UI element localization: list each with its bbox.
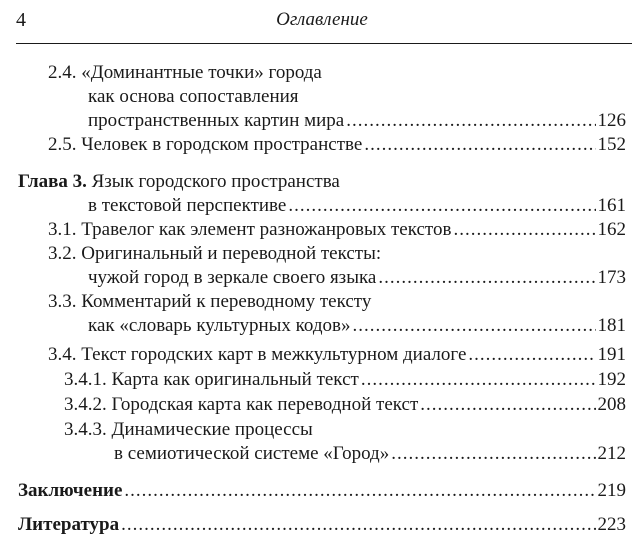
leader-dots xyxy=(391,442,595,466)
toc-entry-3-4-1[interactable]: 3.4.1. Карта как оригинальный текст ..... 192 xyxy=(64,368,626,392)
toc-entry-3-4-2[interactable]: 3.4.2. Городская карта как переводной текст ..... 208 xyxy=(64,393,626,417)
toc-entry-3-3-line-1: 3.3. Комментарий к переводному тексту xyxy=(48,291,372,312)
running-title: Оглавление xyxy=(276,9,368,30)
toc-page-number: 152 xyxy=(597,134,626,155)
header-rule xyxy=(16,43,632,44)
toc-entry-3-3-line-2[interactable]: как «словарь культурных кодов» ..... 181 xyxy=(88,314,626,338)
page-number: 4 xyxy=(16,9,26,31)
toc-page-number: 208 xyxy=(597,394,626,415)
bibliography-label: Литература xyxy=(18,514,120,535)
toc-page-number: 181 xyxy=(597,315,626,336)
toc-chapter-3-line-2[interactable]: в текстовой перспективе ..... 161 xyxy=(88,194,626,218)
leader-dots xyxy=(352,314,595,338)
leader-dots xyxy=(420,393,595,417)
leader-dots xyxy=(453,218,595,242)
leader-dots xyxy=(364,133,595,157)
toc-entry-2-4-line-3[interactable]: пространственных картин мира ..... 126 xyxy=(88,109,626,133)
leader-dots xyxy=(121,513,595,537)
leader-dots xyxy=(124,479,595,503)
leader-dots xyxy=(346,109,595,133)
toc-page-number: 223 xyxy=(597,514,626,535)
chapter-label: Глава 3. xyxy=(18,171,87,192)
toc-page-number: 161 xyxy=(597,195,626,216)
leader-dots xyxy=(288,194,595,218)
toc-entry-3-1[interactable]: 3.1. Травелог как элемент разножанровых текстов ..... 162 xyxy=(48,218,626,242)
toc-page-number: 162 xyxy=(597,219,626,240)
toc-page-number: 192 xyxy=(597,369,626,390)
leader-dots xyxy=(468,343,595,367)
toc-entry-2-5[interactable]: 2.5. Человек в городском пространстве ..... 152 xyxy=(48,133,626,157)
conclusion-label: Заключение xyxy=(18,480,123,501)
toc-conclusion[interactable] xyxy=(18,479,626,503)
toc-page-number: 191 xyxy=(597,344,626,365)
toc-page-number: 219 xyxy=(597,480,626,501)
toc-entry-3-4-3-line-2[interactable]: в семиотической системе «Город» ..... 212 xyxy=(114,442,626,466)
leader-dots xyxy=(361,368,596,392)
toc-entry-3-2-line-1: 3.2. Оригинальный и переводной тексты: xyxy=(48,243,382,264)
toc-bibliography[interactable] xyxy=(18,513,626,537)
toc-entry-2-4-line-1: 2.4. «Доминантные точки» города xyxy=(48,62,322,83)
page-header xyxy=(0,0,644,46)
toc-chapter-3-line-1: Глава 3. Язык городского пространства xyxy=(18,171,340,192)
toc-page-number: 173 xyxy=(597,267,626,288)
toc-entry-3-2-line-2[interactable]: чужой город в зеркале своего языка ..... 173 xyxy=(88,266,626,290)
toc-entry-3-4-3-line-1: 3.4.3. Динамические процессы xyxy=(64,419,313,440)
toc-page-number: 126 xyxy=(597,110,626,131)
toc-page-number: 212 xyxy=(597,443,626,464)
toc-entry-2-4-line-2: как основа сопоставления xyxy=(88,86,299,107)
leader-dots xyxy=(378,266,595,290)
toc-entry-3-4[interactable]: 3.4. Текст городских карт в межкультурном диалоге ..... 191 xyxy=(48,343,626,367)
